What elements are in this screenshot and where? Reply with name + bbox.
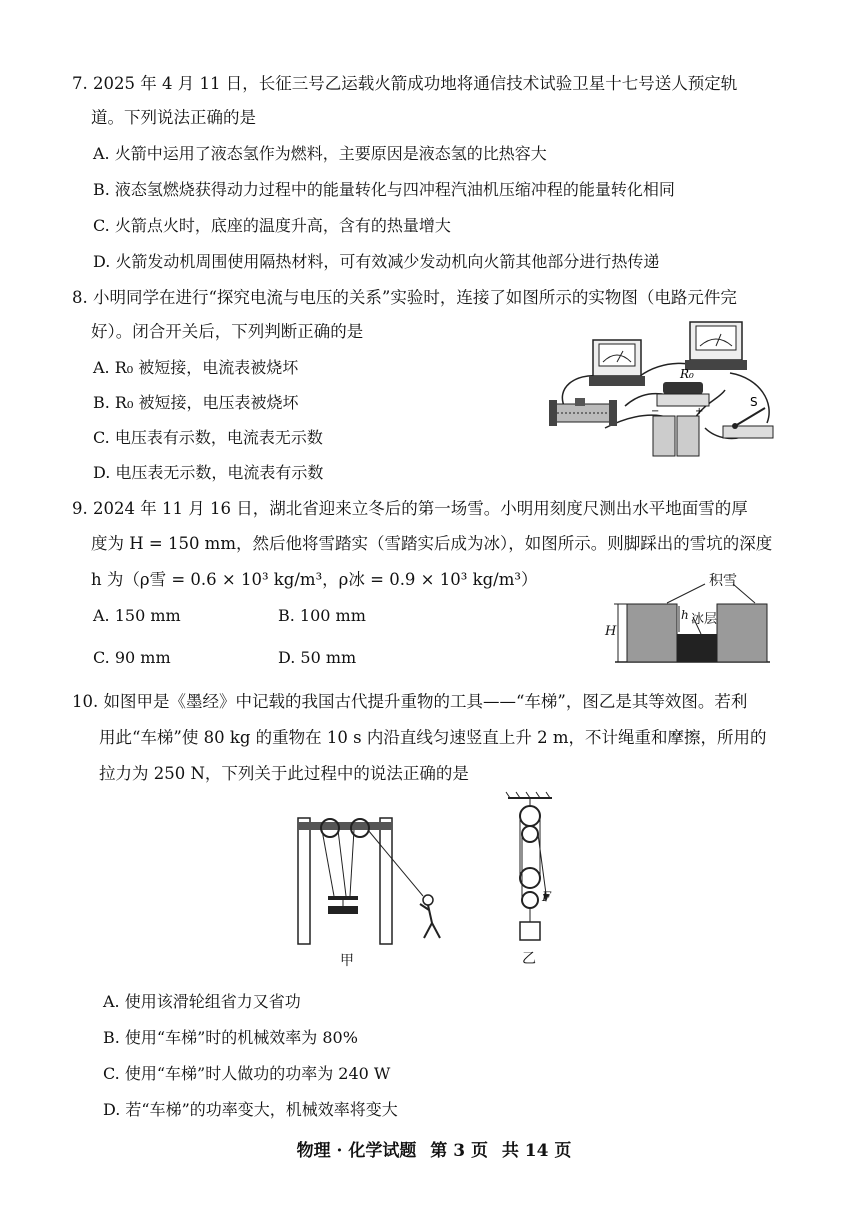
- q8-option-d: D. 电压表无示数，电流表有示数: [93, 463, 324, 482]
- q8-option-c: C. 电压表有示数，电流表无示数: [93, 428, 323, 447]
- q7-stem-line1: 7. 2025 年 4 月 11 日，长征三号乙运载火箭成功地将通信技术试验卫星十七号送人预定轨: [72, 74, 738, 93]
- snow-figure: [605, 572, 775, 672]
- battery-icon: [651, 406, 703, 456]
- q9-option-a: A. 150 mm: [93, 606, 181, 625]
- pulley-system-figure-b: [500, 790, 560, 967]
- svg-text:+: +: [695, 406, 704, 417]
- q8-stem-line2: 好）。闭合开关后，下列判断正确的是: [91, 322, 364, 341]
- q8-option-a: A. R₀ 被短接，电流表被烧坏: [93, 358, 299, 377]
- caption-b: 乙: [522, 951, 536, 967]
- q7-option-b: B. 液态氢燃烧获得动力过程中的能量转化与四冲程汽油机压缩冲程的能量转化相同: [93, 180, 675, 199]
- svg-text:−: −: [651, 406, 660, 417]
- q10-stem-line3: 拉力为 250 N，下列关于此过程中的说法正确的是: [99, 764, 469, 783]
- q10-option-b: B. 使用“车梯”时的机械效率为 80%: [103, 1028, 358, 1047]
- q8-option-b: B. R₀ 被短接，电压表被烧坏: [93, 393, 299, 412]
- person-icon: [420, 895, 440, 938]
- caption-a: 甲: [340, 953, 354, 969]
- q10-stem-line1: 10. 如图甲是《墨经》中记载的我国古代提升重物的工具——“车梯”，图乙是其等效图。若利: [72, 692, 748, 711]
- chetī-figure-a: [288, 808, 458, 969]
- q7-option-d: D. 火箭发动机周围使用隔热材料，可有效减少发动机向火箭其他部分进行热传递: [93, 252, 660, 271]
- voltmeter-icon: [589, 340, 645, 386]
- switch-icon: [723, 408, 773, 438]
- footer-subject: 物理 · 化学试题: [296, 1141, 417, 1161]
- q9-stem-line3: h 为（ρ雪 = 0.6 × 10³ kg/m³，ρ冰 = 0.9 × 10³ kg/m³）: [91, 570, 538, 589]
- q7-option-c: C. 火箭点火时，底座的温度升高，含有的热量增大: [93, 216, 451, 235]
- ice-label: 冰层: [691, 612, 718, 627]
- resistor-icon: [657, 382, 709, 406]
- H-label: H: [605, 624, 617, 639]
- q9-stem-line1: 9. 2024 年 11 月 16 日，湖北省迎来立冬后的第一场雪。小明用刻度尺测出水平地面雪的厚: [72, 499, 748, 518]
- q10-stem-line2: 用此“车梯”使 80 kg 的重物在 10 s 内沿直线匀速竖直上升 2 m，不计绳重和摩擦，所用的: [99, 728, 767, 747]
- q7-stem-line2: 道。下列说法正确的是: [91, 108, 256, 127]
- h-label: h: [681, 608, 689, 622]
- circuit-figure: [545, 318, 785, 466]
- footer-page: 第 3 页: [430, 1141, 488, 1161]
- q10-option-a: A. 使用该滑轮组省力又省功: [103, 992, 301, 1011]
- q9-option-d: D. 50 mm: [278, 648, 357, 667]
- q9-option-b: B. 100 mm: [278, 606, 366, 625]
- force-label: F: [542, 890, 552, 905]
- q8-stem-line1: 8. 小明同学在进行“探究电流与电压的关系”实验时，连接了如图所示的实物图（电路元件完: [72, 288, 737, 307]
- q9-stem-line2: 度为 H = 150 mm，然后他将雪踏实（雪踏实后成为冰），如图所示。则脚踩出的雪坑的深度: [91, 534, 773, 553]
- q9-option-c: C. 90 mm: [93, 648, 171, 667]
- rheostat-icon: [549, 398, 617, 426]
- q10-option-d: D. 若“车梯”的功率变大，机械效率将变大: [103, 1100, 398, 1119]
- q7-option-a: A. 火箭中运用了液态氢作为燃料，主要原因是液态氢的比热容大: [93, 144, 547, 163]
- ammeter-icon: [685, 322, 747, 370]
- q10-option-c: C. 使用“车梯”时人做功的功率为 240 W: [103, 1064, 391, 1083]
- snow-label: 积雪: [709, 573, 737, 589]
- switch-label: S: [750, 395, 758, 409]
- resistor-label: R₀: [680, 367, 694, 381]
- page-footer: [0, 1136, 868, 1161]
- footer-total: 共 14 页: [501, 1141, 572, 1161]
